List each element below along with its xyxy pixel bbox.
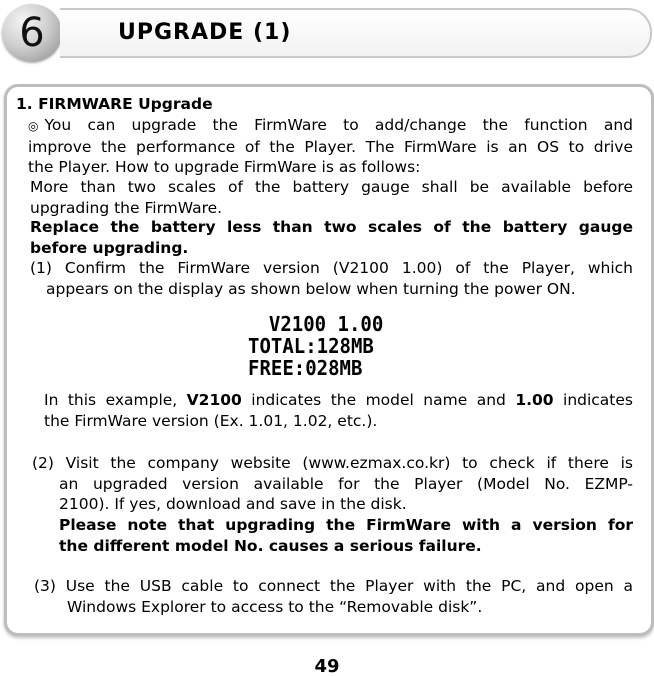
example-paragraph: In this example, V2100 indicates the model name and 1.00 indicates the FirmWare version (Ex. 1.01, 1.02, etc.). (44, 391, 633, 430)
battery-warning-line-1: Replace the battery less than two scales of the battery gauge (30, 218, 633, 236)
step-2-line-2: an upgraded version available for the Player (Model No. EZMP- (59, 474, 633, 493)
step-2-line-3: 2100). If yes, download and save in the disk. (59, 495, 407, 513)
step-1-line-1: (1) Confirm the FirmWare version (V2100 1.00) of the Player, which (30, 259, 633, 277)
page-header (0, 0, 654, 64)
bullet-icon: ◎ (28, 119, 39, 133)
page-title: UPGRADE (1) (118, 20, 292, 45)
step-3-line-2: Windows Explorer to access to the “Removable disk”. (67, 597, 483, 616)
intro-line-2: improve the performance of the Player. The FirmWare is an OS to drive (28, 137, 633, 156)
intro-line-1: You can upgrade the FirmWare to add/change the function and (44, 116, 633, 134)
step-1 (30, 258, 633, 299)
step-2-warning (59, 515, 633, 556)
battery-warning-line-2: before upgrading. (30, 238, 189, 257)
page-number: 49 (314, 656, 340, 677)
step-1-line-2: appears on the display as shown below when turning the power ON. (46, 279, 576, 298)
section-heading: 1. FIRMWARE Upgrade (16, 95, 213, 113)
example-line-2: the FirmWare version (Ex. 1.01, 1.02, etc.). (44, 411, 378, 430)
step-2-warning-line-2: the different model No. causes a serious failure. (59, 536, 482, 555)
version-number: 1.00 (515, 391, 554, 409)
battery-note-line-1: More than two scales of the battery gauge shall be available before (30, 178, 633, 196)
step-2-line-1: (2) Visit the company website (www.ezmax.co.kr) to check if there is (32, 454, 633, 472)
model-name: V2100 (186, 391, 242, 409)
chapter-number-badge: 6 (2, 4, 62, 62)
intro-paragraph (28, 115, 633, 178)
display-line-version: V2100 1.00 (268, 312, 384, 336)
step-2-warning-line-1: Please note that upgrading the FirmWare with a version for (59, 516, 633, 534)
step-3 (34, 576, 633, 617)
step-2 (32, 453, 633, 515)
step-3-line-1: (3) Use the USB cable to connect the Player with the PC, and open a (34, 577, 633, 595)
battery-note-line-2: upgrading the FirmWare. (30, 198, 223, 217)
battery-warning (30, 217, 633, 258)
intro-line-3: the Player. How to upgrade FirmWare is as follows: (28, 158, 421, 176)
display-line-total: TOTAL:128MB (248, 334, 374, 358)
firmware-display-image (248, 313, 387, 379)
battery-note (30, 177, 633, 218)
display-line-free: FREE:028MB (248, 356, 363, 380)
